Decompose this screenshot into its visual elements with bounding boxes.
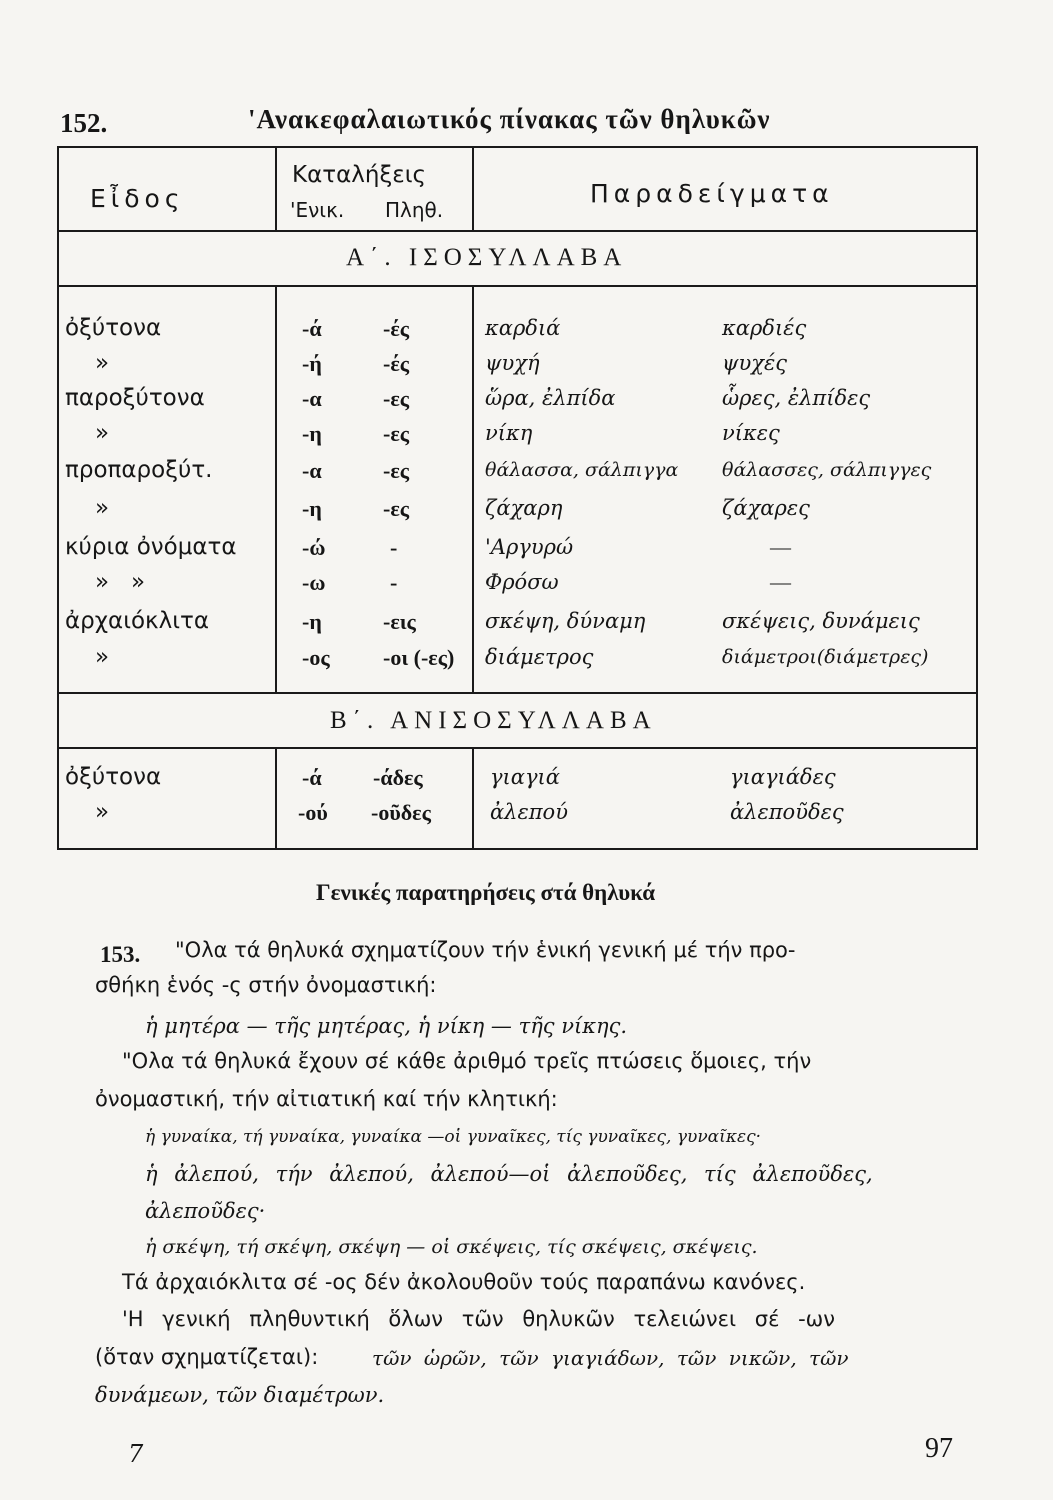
table-row-pl: -ες	[383, 496, 410, 521]
col-divider-2	[472, 285, 474, 692]
table-row-ex-sg: ψυχή	[485, 351, 540, 375]
section-title: 'Ανακεφαλαιωτικός πίνακας τῶν θηλυκῶν	[248, 104, 771, 134]
table-row-sg: -ω	[302, 570, 326, 595]
col-divider-1	[275, 747, 277, 850]
table-row-ex-pl: —	[770, 535, 791, 559]
notes-line: ὀνομαστική, τήν αἰτιατική καί τήν κλητική:	[95, 1087, 558, 1111]
notes-line: "Ολα τά θηλυκά ἔχουν σέ κάθε ἀριθμό τρεῖς πτώσεις ὅμοιες, τήν	[122, 1049, 812, 1073]
table-row-ex-sg: καρδιά	[485, 316, 561, 340]
table-row-pl: -	[390, 570, 398, 595]
notes-line: Τά ἀρχαιόκλιτα σέ -ος δέν ἀκολουθοῦν τούς παραπάνω κανόνες.	[122, 1270, 806, 1294]
table-row-ex-sg: θάλασσα, σάλπιγγα	[485, 459, 679, 481]
table-row-ex-pl: ζάχαρες	[722, 496, 810, 520]
table-row-ex-pl: ψυχές	[722, 351, 787, 375]
col-divider-1	[275, 146, 277, 230]
table-row-ex-pl: —	[770, 570, 791, 594]
notes-heading: Γενικές παρατηρήσεις στά θηλυκά	[316, 880, 656, 905]
section-b-label: Β΄. ΑΝΙΣΟΣΥΛΛΑΒΑ	[330, 707, 657, 734]
table-row-ex-pl: νίκες	[722, 421, 780, 445]
table-row-pl: -ές	[383, 316, 410, 341]
table-row-pl: -οι (-ες)	[383, 645, 455, 670]
table-row-sg: -ώ	[302, 535, 326, 560]
col-divider-2	[472, 747, 474, 850]
table-row-ex-sg: ἀλεπού	[490, 800, 568, 824]
table-row-ex-pl: σκέψεις, δυνάμεις	[722, 609, 920, 633]
table-row-eidos: »	[95, 420, 110, 446]
table-row-pl: -ές	[383, 351, 410, 376]
table-row-sg: -ή	[302, 351, 322, 376]
header-enik: 'Ενικ.	[290, 198, 345, 222]
table-header-divider	[57, 230, 978, 232]
header-katalixeis: Καταλήξεις	[292, 162, 426, 188]
section-number: 152.	[60, 108, 108, 138]
table-row-ex-sg: σκέψη, δύναμη	[485, 609, 646, 633]
notes-line: 'Η γενική πληθυντική ὅλων τῶν θηλυκῶν τελειώνει σέ -ων	[122, 1307, 835, 1331]
table-row-sg: -ού	[298, 800, 328, 825]
table-row-eidos: ὀξύτονα	[65, 315, 162, 341]
table-row-eidos: ἀρχαιόκλιτα	[65, 608, 210, 634]
table-row-ex-pl: γιαγιάδες	[730, 765, 836, 789]
notes-example: δυνάμεων, τῶν διαμέτρων.	[95, 1383, 385, 1407]
notes-example: ἀλεποῦδες·	[145, 1199, 266, 1223]
table-row-sg: -η	[302, 421, 322, 446]
section-b-top-divider	[57, 692, 978, 694]
table-row-eidos: » »	[95, 569, 146, 595]
table-row-ex-sg: ὥρα, ἐλπίδα	[485, 386, 616, 410]
notes-example: ἡ μητέρα — τῆς μητέρας, ἡ νίκη — τῆς νίκης.	[145, 1014, 628, 1038]
table-row-ex-sg: Φρόσω	[485, 570, 559, 594]
notes-example: ἡ ἀλεπού, τήν ἀλεπού, ἀλεπού—οἱ ἀλεποῦδες, τίς ἀλεποῦδες,	[145, 1162, 873, 1186]
header-paradeigmata: Παραδείγματα	[590, 179, 834, 208]
table-row-pl: -	[390, 535, 398, 560]
notes-example: ἡ γυναίκα, τή γυναίκα, γυναίκα —οἱ γυναῖκες, τίς γυναῖκες, γυναῖκες·	[145, 1127, 762, 1147]
table-row-eidos: κύρια ὀνόματα	[65, 534, 237, 560]
table-row-eidos: »	[95, 495, 110, 521]
table-row-pl: -ες	[383, 458, 410, 483]
table-row-eidos: »	[95, 350, 110, 376]
table-row-ex-pl: θάλασσες, σάλπιγγες	[722, 459, 932, 481]
notes-example: τῶν ὡρῶν, τῶν γιαγιάδων, τῶν νικῶν, τῶν	[372, 1346, 849, 1370]
table-row-ex-sg: ζάχαρη	[485, 496, 563, 520]
notes-line: "Ολα τά θηλυκά σχηματίζουν τήν ἑνική γενική μέ τήν προ-	[175, 938, 796, 962]
table-row-sg: -η	[302, 609, 322, 634]
table-row-eidos: παροξύτονα	[65, 385, 205, 411]
table-row-ex-pl: καρδιές	[722, 316, 807, 340]
table-row-ex-pl: διάμετροι(διάμετρες)	[722, 646, 929, 668]
col-divider-2	[472, 146, 474, 230]
table-row-eidos: »	[95, 799, 110, 825]
section-b-bottom-divider	[57, 747, 978, 749]
section-a-label: Α΄. ΙΣΟΣΥΛΛΑΒΑ	[346, 244, 628, 271]
table-row-ex-pl: ὧρες, ἐλπίδες	[722, 386, 871, 410]
table-row-ex-sg: 'Αργυρώ	[485, 535, 574, 559]
table-row-ex-sg: γιαγιά	[490, 765, 560, 789]
table-row-sg: -ά	[302, 316, 322, 341]
notes-number: 153.	[100, 942, 141, 967]
table-row-pl: -άδες	[373, 765, 423, 790]
table-row-eidos: »	[95, 644, 110, 670]
col-divider-1	[275, 285, 277, 692]
header-plith: Πληθ.	[385, 198, 444, 222]
table-row-pl: -ες	[383, 421, 410, 446]
table-row-eidos: ὀξύτονα	[65, 764, 162, 790]
table-row-pl: -οῦδες	[371, 800, 431, 825]
table-row-sg: -α	[302, 386, 322, 411]
header-eidos: Εἶδος	[90, 184, 185, 213]
table-row-pl: -ες	[383, 386, 410, 411]
table-row-pl: -εις	[383, 609, 416, 634]
table-row-sg: -η	[302, 496, 322, 521]
notes-line: σθήκη ἑνός -ς στήν ὀνομαστική:	[95, 973, 437, 997]
page-number: 97	[925, 1433, 953, 1464]
table-row-ex-sg: νίκη	[485, 421, 533, 445]
table-row-ex-sg: διάμετρος	[485, 645, 594, 669]
section-a-divider	[57, 285, 978, 287]
notes-example: ἡ σκέψη, τή σκέψη, σκέψη — οἱ σκέψεις, τίς σκέψεις, σκέψεις.	[145, 1236, 758, 1258]
table-row-sg: -α	[302, 458, 322, 483]
table-row-ex-pl: ἀλεποῦδες	[730, 800, 844, 824]
table-row-sg: -ος	[302, 645, 330, 670]
table-row-sg: -ά	[302, 765, 322, 790]
table-row-eidos: προπαροξύτ.	[65, 457, 213, 483]
notes-line: (ὅταν σχηματίζεται):	[95, 1345, 319, 1369]
signature-mark: 7	[128, 1440, 144, 1468]
